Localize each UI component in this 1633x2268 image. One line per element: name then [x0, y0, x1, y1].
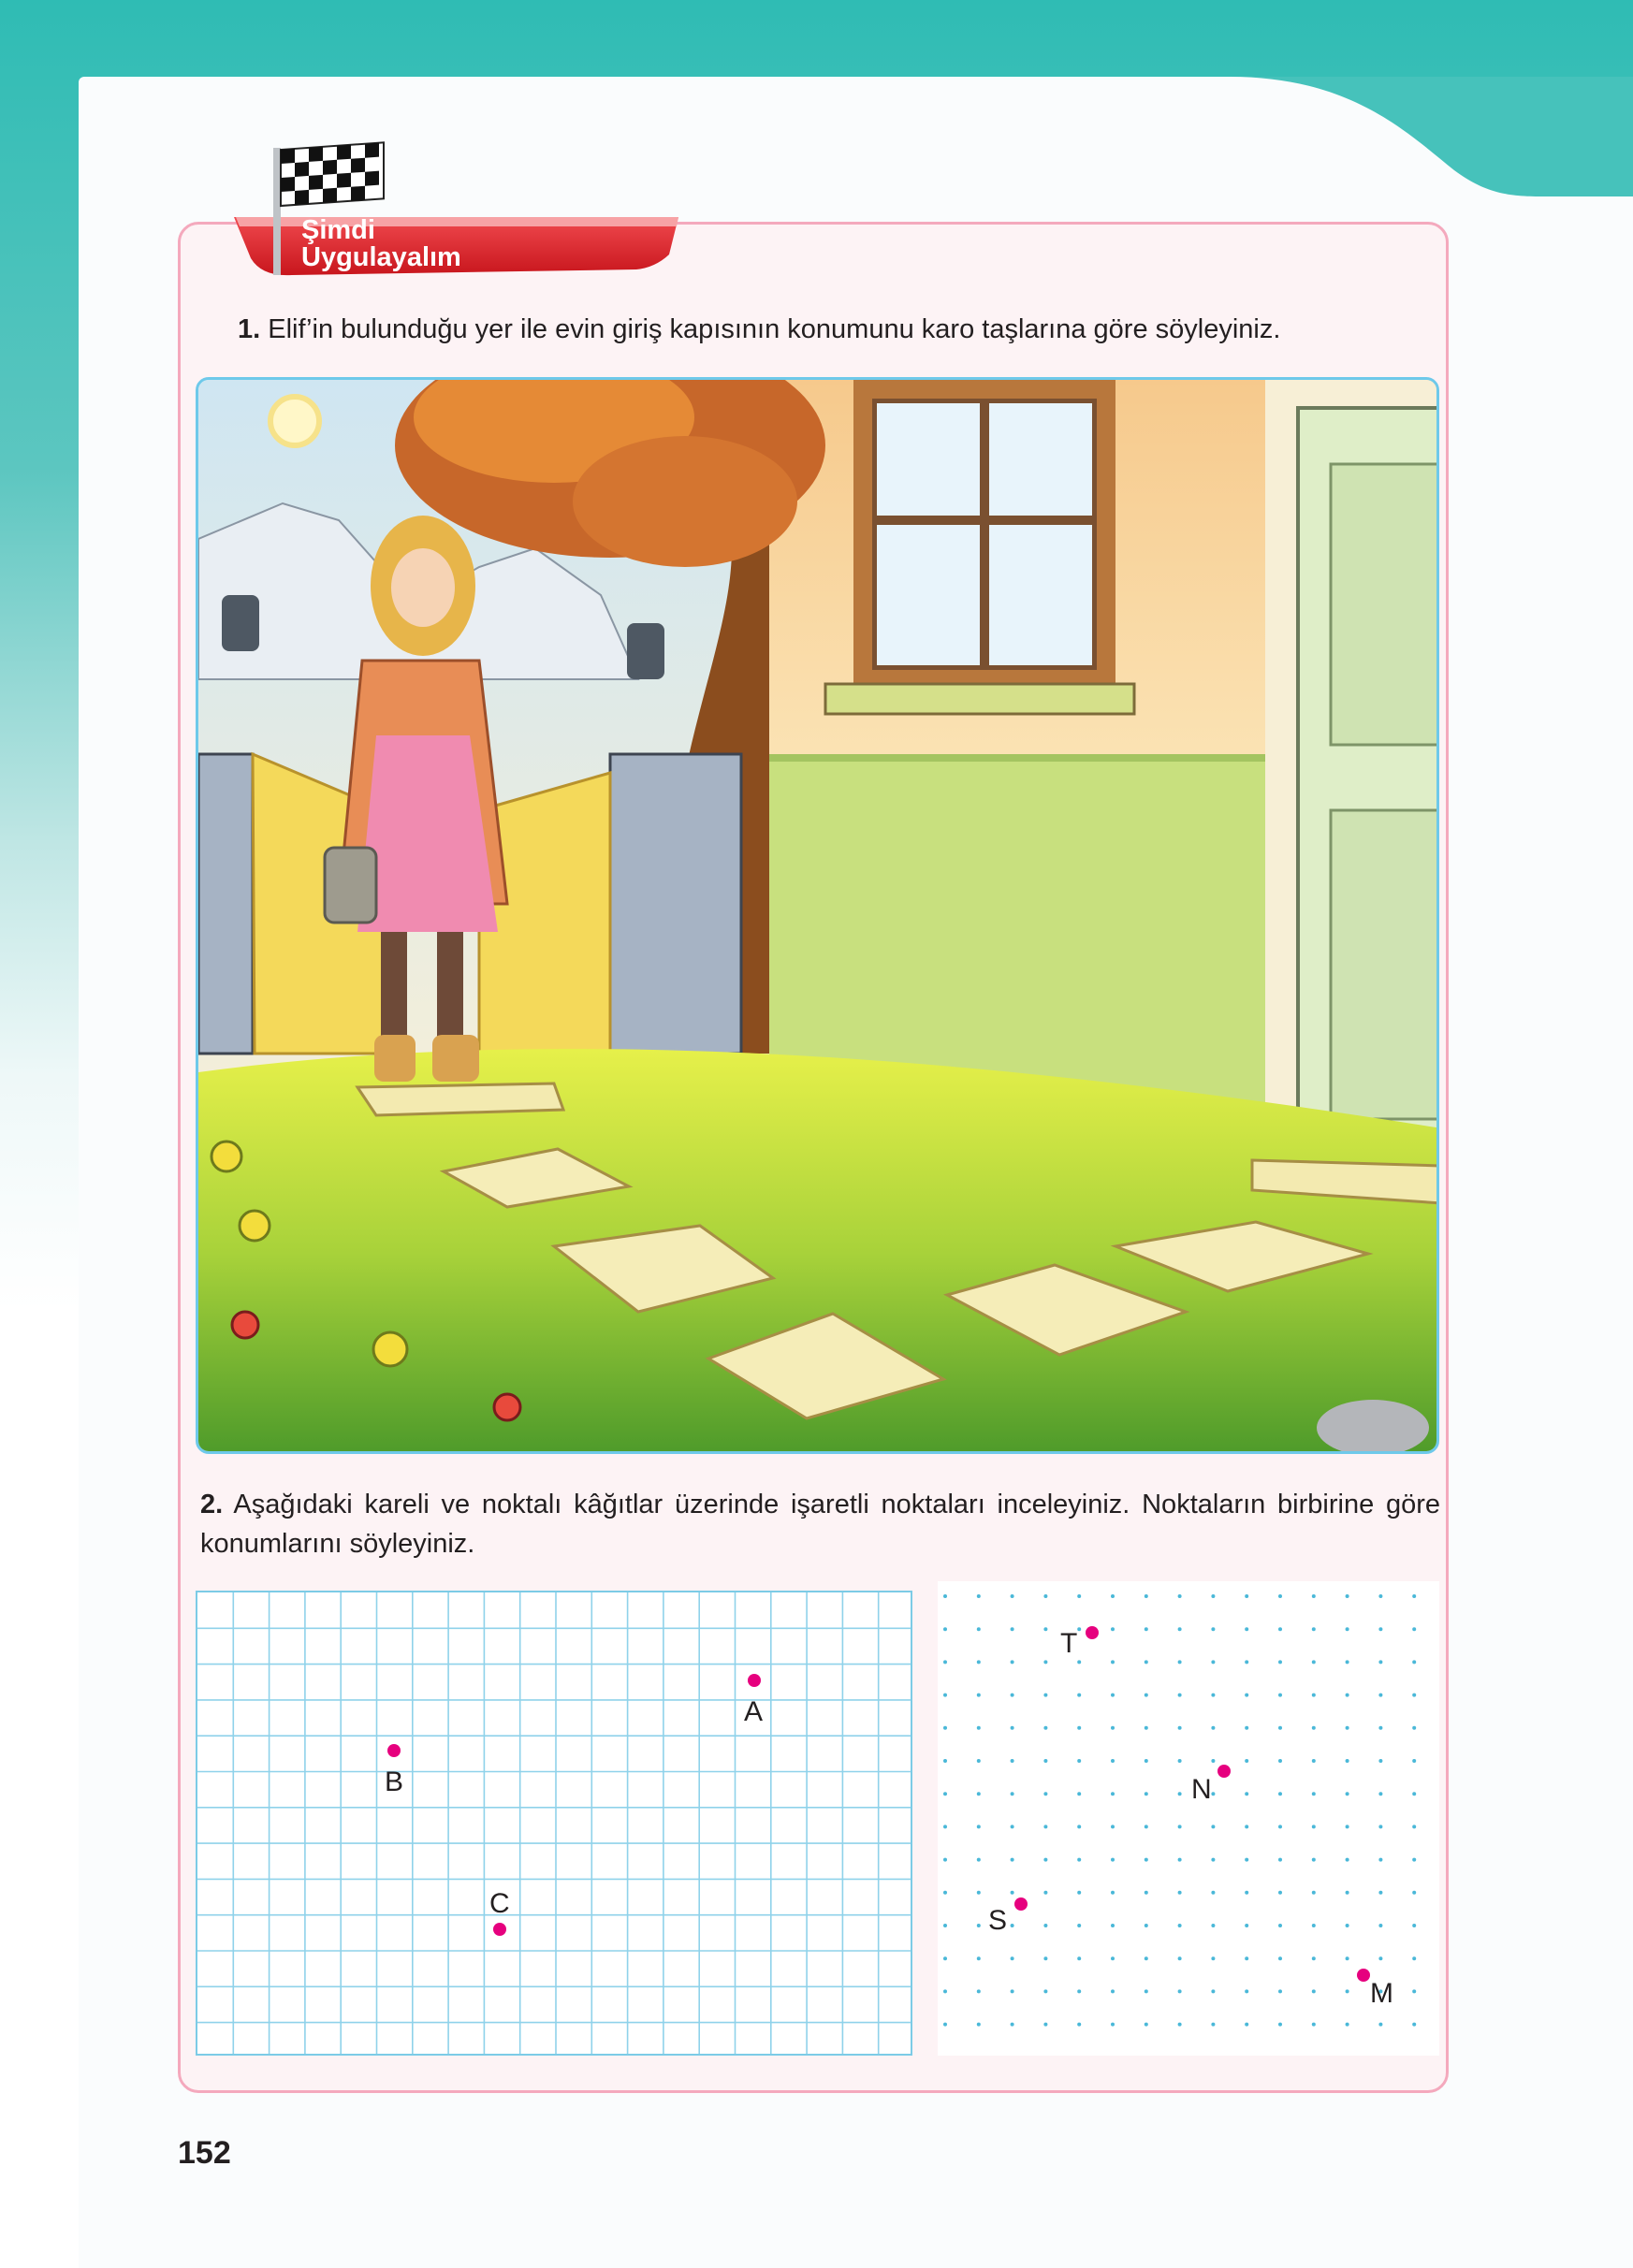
grid-dot — [1077, 1891, 1081, 1895]
point-c-dot — [493, 1923, 506, 1936]
grid-dot — [977, 1792, 981, 1796]
grid-dot — [1346, 1825, 1349, 1828]
point-t-dot — [1086, 1626, 1099, 1639]
grid-dot — [977, 1858, 981, 1862]
grid-dot — [1145, 1989, 1148, 1993]
grid-dot — [1077, 1825, 1081, 1828]
grid-dot — [1178, 1989, 1182, 1993]
grid-dot — [977, 1924, 981, 1927]
grid-dot — [1245, 1792, 1248, 1796]
grid-dot — [1378, 1891, 1382, 1895]
grid-dot — [1278, 1660, 1282, 1664]
grid-dot — [1043, 1694, 1047, 1697]
grid-dot — [1145, 1891, 1148, 1895]
grid-dot — [1378, 1956, 1382, 1960]
grid-dot — [1211, 1726, 1215, 1730]
grid-dot — [1412, 1858, 1416, 1862]
grid-dot — [1312, 2023, 1316, 2027]
grid-dot — [1278, 1825, 1282, 1828]
grid-dot — [1145, 1660, 1148, 1664]
grid-dot — [1043, 1891, 1047, 1895]
point-a-label: A — [744, 1696, 764, 1727]
grid-dot — [1312, 1858, 1316, 1862]
grid-dot — [977, 1891, 981, 1895]
grid-dot — [977, 1759, 981, 1763]
grid-dot — [977, 1825, 981, 1828]
grid-dot — [1245, 1627, 1248, 1631]
question-2-text: Aşağıdaki kareli ve noktalı kâğıtlar üzerinde işaretli noktaları inceleyiniz. Noktaların birbirine göre konumlarını söyleyiniz. — [200, 1490, 1441, 1559]
grid-dot — [977, 1956, 981, 1960]
grid-dot — [1077, 1792, 1081, 1796]
grid-dot — [1245, 1726, 1248, 1730]
grid-dot — [1245, 2023, 1248, 2027]
grid-dot — [1346, 1660, 1349, 1664]
question-1-text: Elif’in bulunduğu yer ile evin giriş kapısının konumunu karo taşlarına göre söyleyiniz. — [268, 314, 1281, 344]
grid-dot — [1111, 1726, 1115, 1730]
grid-dot — [1346, 1924, 1349, 1927]
grid-dot — [1211, 1660, 1215, 1664]
grid-dot — [1211, 1792, 1215, 1796]
grid-dot — [1043, 1627, 1047, 1631]
grid-dot — [1245, 1924, 1248, 1927]
grid-dot — [1111, 1660, 1115, 1664]
grid-dot — [1346, 1956, 1349, 1960]
grid-dot — [1077, 1694, 1081, 1697]
grid-dot — [1378, 1726, 1382, 1730]
grid-dot — [1312, 1956, 1316, 1960]
grid-dot — [977, 1726, 981, 1730]
grid-dot — [1378, 1858, 1382, 1862]
grid-dot — [1043, 1989, 1047, 1993]
grid-dot — [1111, 1924, 1115, 1927]
grid-dot — [1245, 1956, 1248, 1960]
grid-dot — [1077, 1956, 1081, 1960]
grid-dot — [1245, 1759, 1248, 1763]
grid-dot — [943, 1956, 947, 1960]
banner-line2: Uygulayalım — [301, 242, 461, 272]
grid-dot — [1378, 1627, 1382, 1631]
grid-dot — [943, 1627, 947, 1631]
grid-dot — [977, 1594, 981, 1598]
grid-dot — [1111, 1694, 1115, 1697]
question-2 — [200, 1485, 1440, 1563]
grid-dot — [1178, 1660, 1182, 1664]
grid-dot — [1111, 2023, 1115, 2027]
grid-dot — [1011, 1726, 1014, 1730]
grid-dot — [1211, 1594, 1215, 1598]
grid-dot — [1312, 1627, 1316, 1631]
grid-dot — [1011, 1956, 1014, 1960]
grid-dot — [1245, 1989, 1248, 1993]
question-1-number: 1. — [238, 314, 261, 344]
grid-dot — [1011, 1858, 1014, 1862]
grid-dot — [1211, 2023, 1215, 2027]
grid-dot — [1145, 1924, 1148, 1927]
grid-dot — [1312, 1694, 1316, 1697]
grid-dot — [1077, 1858, 1081, 1862]
grid-dot — [1077, 2023, 1081, 2027]
grid-dot — [1111, 1825, 1115, 1828]
point-m-label: M — [1370, 1978, 1393, 2009]
grid-dot — [1378, 1694, 1382, 1697]
grid-dot — [1312, 1759, 1316, 1763]
grid-dot — [1178, 1726, 1182, 1730]
grid-dot — [1412, 1792, 1416, 1796]
grid-dot — [1211, 1694, 1215, 1697]
grid-dot — [1346, 1726, 1349, 1730]
grid-dot — [1011, 1924, 1014, 1927]
grid-dot — [1043, 1594, 1047, 1598]
grid-dot — [1077, 1660, 1081, 1664]
grid-dot — [1211, 1891, 1215, 1895]
point-s-label: S — [988, 1905, 1008, 1936]
grid-dot — [1111, 1627, 1115, 1631]
grid-dot — [1111, 1956, 1115, 1960]
grid-dot — [1077, 1989, 1081, 1993]
grid-dot — [1111, 1594, 1115, 1598]
grid-dot — [1211, 1956, 1215, 1960]
grid-dot — [1211, 1627, 1215, 1631]
grid-dot — [1312, 1924, 1316, 1927]
point-a-dot — [748, 1674, 761, 1687]
grid-dot — [1111, 1759, 1115, 1763]
grid-dot — [977, 1989, 981, 1993]
grid-dot — [1312, 1825, 1316, 1828]
grid-dot — [1178, 1956, 1182, 1960]
grid-dot — [1278, 1924, 1282, 1927]
grid-dot — [1346, 1858, 1349, 1862]
grid-lines — [197, 1592, 911, 2054]
point-n-dot — [1217, 1765, 1231, 1778]
grid-dot — [1412, 1660, 1416, 1664]
grid-dot — [977, 1694, 981, 1697]
grid-dot — [1043, 1792, 1047, 1796]
grid-dot — [1412, 2023, 1416, 2027]
scene-drawing — [198, 380, 1439, 1454]
grid-dot — [1412, 1989, 1416, 1993]
question-1 — [238, 310, 1436, 349]
grid-dot — [1111, 1989, 1115, 1993]
grid-dot — [943, 1792, 947, 1796]
grid-dot — [1378, 1825, 1382, 1828]
grid-dot — [1346, 1694, 1349, 1697]
grid-dot — [1145, 1792, 1148, 1796]
grid-dot — [1412, 1956, 1416, 1960]
grid-dot — [1077, 1759, 1081, 1763]
grid-dot — [1178, 1694, 1182, 1697]
grid-dot — [1312, 1726, 1316, 1730]
grid-dot — [1043, 1825, 1047, 1828]
grid-dot — [943, 1924, 947, 1927]
grid-dot — [1043, 1858, 1047, 1862]
grid-dot — [943, 1726, 947, 1730]
page-number: 152 — [178, 2135, 231, 2171]
grid-dot — [1011, 1594, 1014, 1598]
grid-dot — [1245, 1594, 1248, 1598]
grid-dot — [1145, 1627, 1148, 1631]
grid-dot — [1378, 2023, 1382, 2027]
grid-dot — [1278, 1759, 1282, 1763]
grid-dot — [1278, 1627, 1282, 1631]
grid-dot — [1312, 1989, 1316, 1993]
grid-dot — [1312, 1660, 1316, 1664]
point-t-label: T — [1060, 1628, 1078, 1659]
grid-dot — [1278, 1694, 1282, 1697]
grid-dot — [1043, 2023, 1047, 2027]
grid-dot — [1111, 1792, 1115, 1796]
grid-dot — [1178, 1891, 1182, 1895]
grid-dot — [1178, 1759, 1182, 1763]
grid-dot — [1278, 1891, 1282, 1895]
point-b-label: B — [385, 1766, 404, 1797]
point-b-dot — [387, 1744, 401, 1757]
grid-dot — [1312, 1891, 1316, 1895]
banner-line1: Şimdi — [301, 215, 375, 245]
grid-dot — [943, 1759, 947, 1763]
grid-dot — [1077, 1594, 1081, 1598]
grid-dot — [1346, 2023, 1349, 2027]
point-s-dot — [1014, 1897, 1028, 1911]
grid-dot — [1211, 1858, 1215, 1862]
grid-dot — [943, 1825, 947, 1828]
grid-dot — [1312, 1594, 1316, 1598]
grid-dot — [943, 1694, 947, 1697]
grid-dot — [1077, 1627, 1081, 1631]
grid-dot — [1043, 1726, 1047, 1730]
grid-dot — [1346, 1891, 1349, 1895]
grid-dot — [1378, 1594, 1382, 1598]
grid-dot — [943, 1594, 947, 1598]
grid-dot — [1211, 1759, 1215, 1763]
grid-dot — [1011, 1792, 1014, 1796]
grid-dot — [943, 1660, 947, 1664]
grid-dot — [943, 1891, 947, 1895]
grid-dot — [1412, 1825, 1416, 1828]
grid-dot — [1346, 1759, 1349, 1763]
grid-dot — [1312, 1792, 1316, 1796]
grid-dot — [1278, 1989, 1282, 1993]
dot-grid — [938, 1581, 1439, 2056]
grid-dot — [1145, 1956, 1148, 1960]
grid-dot — [977, 1627, 981, 1631]
point-m-dot — [1357, 1969, 1370, 1982]
grid-dot — [1178, 1858, 1182, 1862]
grid-dot — [943, 2023, 947, 2027]
grid-dot — [977, 2023, 981, 2027]
grid-paper — [196, 1591, 912, 2056]
grid-dot — [977, 1660, 981, 1664]
grid-dot — [1211, 1825, 1215, 1828]
garden-illustration — [196, 377, 1439, 1454]
grid-dot — [1278, 1858, 1282, 1862]
point-n-label: N — [1191, 1774, 1212, 1805]
grid-dot — [1378, 1660, 1382, 1664]
grid-dot — [1378, 1759, 1382, 1763]
grid-dot — [1278, 1956, 1282, 1960]
banner-title — [301, 217, 461, 271]
grid-dot — [1178, 2023, 1182, 2027]
grid-dot — [1412, 1594, 1416, 1598]
grid-dot — [1043, 1924, 1047, 1927]
grid-dot — [1043, 1660, 1047, 1664]
grid-dot — [1178, 1825, 1182, 1828]
grid-dot — [1011, 1891, 1014, 1895]
grid-dot — [1278, 2023, 1282, 2027]
grid-dot — [1043, 1759, 1047, 1763]
grid-dot — [1278, 1792, 1282, 1796]
dot-paper — [938, 1581, 1439, 2056]
grid-dot — [1178, 1924, 1182, 1927]
grid-dot — [1412, 1924, 1416, 1927]
grid-dot — [1011, 1694, 1014, 1697]
grid-dot — [1278, 1594, 1282, 1598]
grid-dot — [1378, 1924, 1382, 1927]
point-c-label: C — [489, 1888, 510, 1919]
grid-dot — [1011, 1825, 1014, 1828]
grid-dot — [943, 1989, 947, 1993]
grid-dot — [1011, 1660, 1014, 1664]
grid-dot — [1346, 1792, 1349, 1796]
grid-dot — [1145, 1858, 1148, 1862]
grid-dot — [1346, 1989, 1349, 1993]
grid-dot — [1278, 1726, 1282, 1730]
grid-dot — [1111, 1858, 1115, 1862]
question-2-number: 2. — [200, 1490, 224, 1519]
grid-dot — [1412, 1694, 1416, 1697]
grid-dot — [1145, 1759, 1148, 1763]
grid-dot — [1412, 1627, 1416, 1631]
grid-dot — [1011, 1989, 1014, 1993]
grid-dot — [1011, 2023, 1014, 2027]
grid-dot — [1178, 1792, 1182, 1796]
grid-dot — [1011, 1627, 1014, 1631]
grid-dot — [1145, 1726, 1148, 1730]
grid-dot — [943, 1858, 947, 1862]
grid-dot — [1011, 1759, 1014, 1763]
grid-dot — [1245, 1858, 1248, 1862]
grid-dot — [1245, 1660, 1248, 1664]
grid-dot — [1211, 1989, 1215, 1993]
grid-dot — [1111, 1891, 1115, 1895]
grid-dot — [1077, 1924, 1081, 1927]
grid-dot — [1178, 1627, 1182, 1631]
grid-dot — [1245, 1825, 1248, 1828]
grid-dot — [1145, 1825, 1148, 1828]
grid-dot — [1412, 1891, 1416, 1895]
grid-dot — [1412, 1759, 1416, 1763]
grid-dot — [1346, 1627, 1349, 1631]
grid-dot — [1077, 1726, 1081, 1730]
grid-dot — [1145, 1594, 1148, 1598]
grid-dot — [1245, 1694, 1248, 1697]
grid-dot — [1178, 1594, 1182, 1598]
grid-dot — [1043, 1956, 1047, 1960]
grid-dot — [1145, 1694, 1148, 1697]
grid-dot — [1211, 1924, 1215, 1927]
grid-dot — [1245, 1891, 1248, 1895]
grid-dot — [1378, 1792, 1382, 1796]
grid-dot — [1346, 1594, 1349, 1598]
grid-dot — [1412, 1726, 1416, 1730]
grid-dot — [1145, 2023, 1148, 2027]
